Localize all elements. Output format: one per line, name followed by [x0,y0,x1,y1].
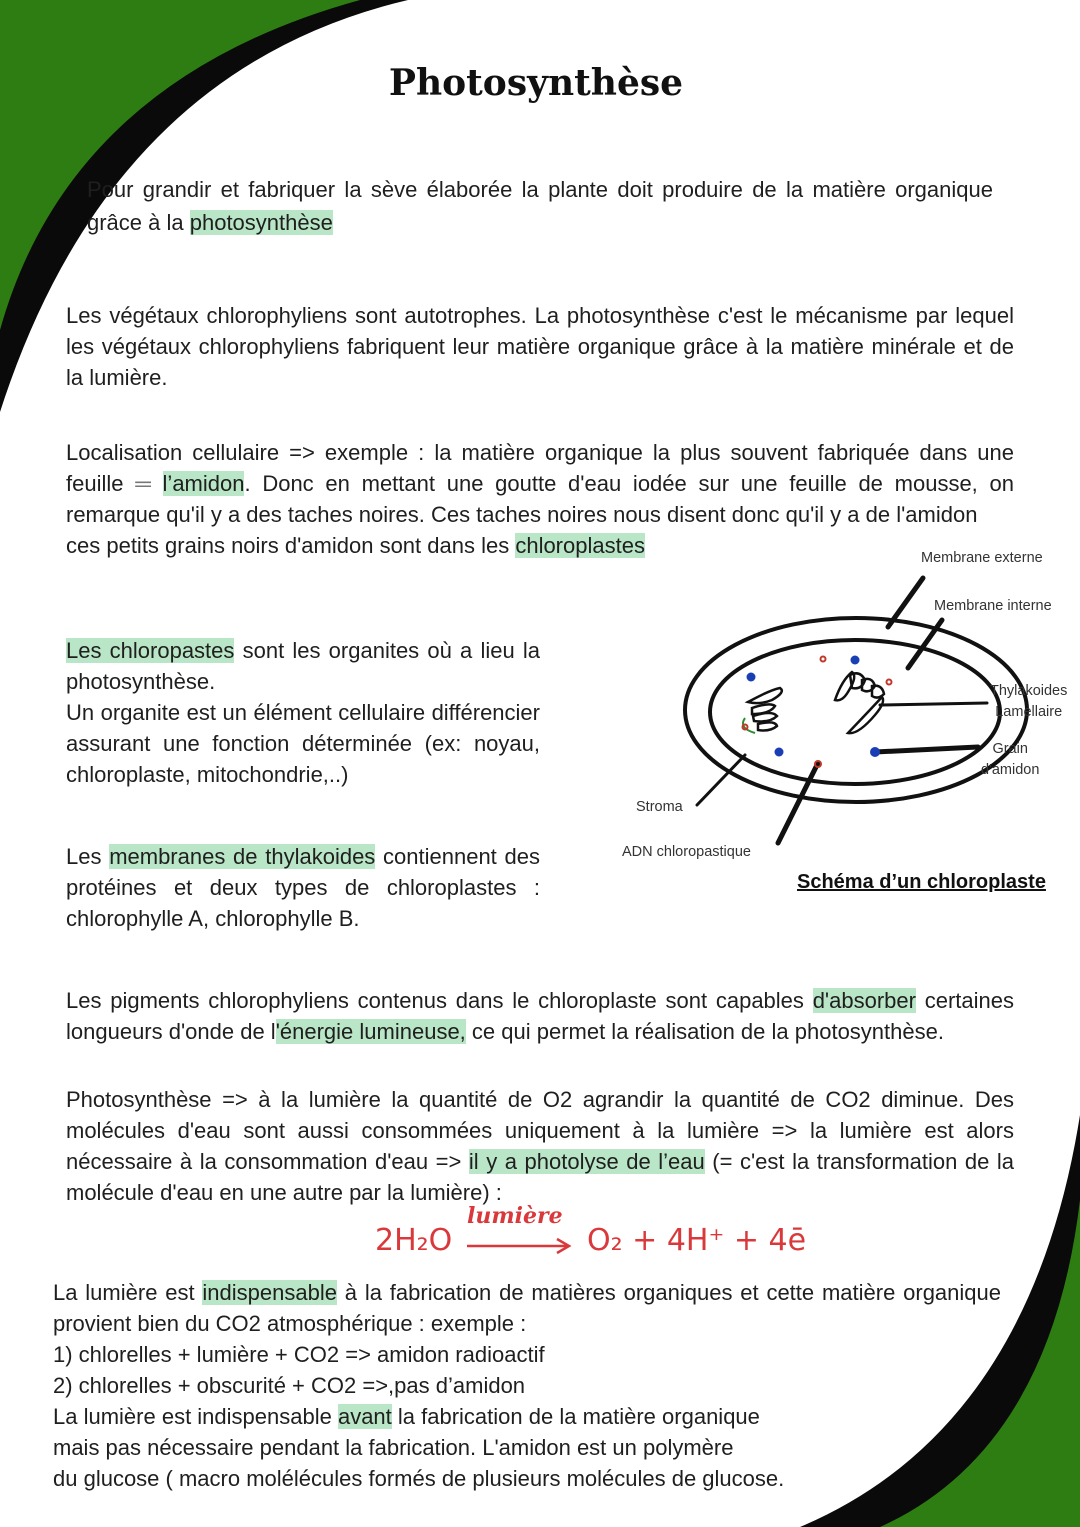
example-1: 1) chlorelles + lumière + CO2 => amidon radioactif [53,1342,545,1367]
o2-paragraph [66,1084,1014,1208]
text: Les [66,844,110,869]
text: ces petits grains noirs d'amidon sont dans les [66,533,516,558]
text: contiennent des protéines et deux types de chloroplastes : chlorophylle A, chlorophylle B. [66,844,540,931]
pigments-paragraph [66,985,1014,1047]
example-2: 2) chlorelles + obscurité + CO2 =>,pas d’amidon [53,1373,526,1398]
text: Thylakoides [990,683,1068,699]
autotrophes-paragraph: Les végétaux chlorophyliens sont autotrophes. La photosynthèse c'est le mécanisme par lequel les végétaux chlorophyliens fabriquent leur matière organique grâce à la matière minérale et de la lumière. [66,303,1014,390]
text: la fabrication de la matière organique [391,1404,760,1429]
equation-products: O₂ + 4H⁺ + 4ē [587,1223,807,1258]
text: du glucose ( macro molélécules formés de plusieurs molécules de glucose. [53,1466,785,1491]
highlight: photosynthèse [189,210,333,235]
text: ce qui permet la réalisation de la photosynthèse. [465,1019,944,1044]
text: (= c'est la transformation de la molécule d'eau en une autre par la lumière) : [66,1149,1015,1205]
label-grain-amidon [981,739,1039,781]
text: d'amidon [981,762,1040,778]
text: La lumière est [53,1280,203,1305]
label-stroma: Stroma [636,799,683,815]
organites-paragraph [66,635,540,790]
final-paragraph [53,1277,1001,1494]
label-membrane-interne: Membrane interne [934,598,1052,614]
highlight: d'absorber [812,988,916,1013]
page-title: Photosynthèse [388,62,684,104]
text: Localisation cellulaire => exemple : la matière organique la plus souvent fabriquée dans une feuille [66,440,1014,496]
text: Les pigments chlorophyliens contenus dans le chloroplaste sont capables [66,988,813,1013]
text: Lamellaire [995,704,1063,720]
highlight: membranes de thylakoides [109,844,376,869]
diagram-caption: Schéma d’un chloroplaste [797,871,1046,893]
text: La lumière est indispensable [53,1404,338,1429]
highlight: chloroplastes [515,533,645,558]
text: sont les organites où a lieu la photosynthèse. [66,638,540,694]
text: mais pas nécessaire pendant la fabrication. L'amidon est un polymère [53,1435,734,1460]
equation-reactant: 2H₂O [375,1223,453,1258]
text: Photosynthèse => à la lumière la quantité de O2 agrandir la quantité de CO2 diminue. Des molécules d'eau sont aussi consommées uniquement à la lumière => la lumière est alors nécessaire à la consommation d'eau => [66,1087,1014,1174]
text: à la fabrication de matières organiques et cette matière organique provient bien du CO2 atmosphérique : exemple : [53,1280,1001,1336]
intro-paragraph [87,173,993,239]
equation-condition: lumière [467,1203,563,1229]
highlight: Les chloropastes [66,638,235,663]
text: Grain [992,741,1028,757]
label-membrane-externe: Membrane externe [921,550,1043,566]
localisation-paragraph [66,437,1014,561]
label-adn: ADN chloropastique [622,844,751,860]
highlight: 'énergie lumineuse, [275,1019,466,1044]
highlight: il y a photolyse de l’eau [468,1149,705,1174]
equals-sign: ═ [135,471,151,496]
highlight: l’amidon [162,471,245,496]
highlight: avant [337,1404,392,1429]
text: Pour grandir et fabriquer la sève élaborée la plante doit produire de la matière organique grâce à la [87,177,993,235]
label-thylakoides [990,681,1067,723]
text: Un organite est un élément cellulaire différencier assurant une fonction déterminée (ex: noyau, chloroplaste, mitochondrie,..) [66,700,540,787]
text: . Donc en mettant une goutte d'eau iodée sur une feuille de mousse, on remarque qu'il y a des taches noires. Ces taches noires nous disent donc qu'il y a de l'amidon [66,471,1014,527]
text: certaines longueurs d'onde de l [66,988,1014,1044]
highlight: indispensable [202,1280,337,1305]
thylakoides-paragraph [66,841,540,934]
